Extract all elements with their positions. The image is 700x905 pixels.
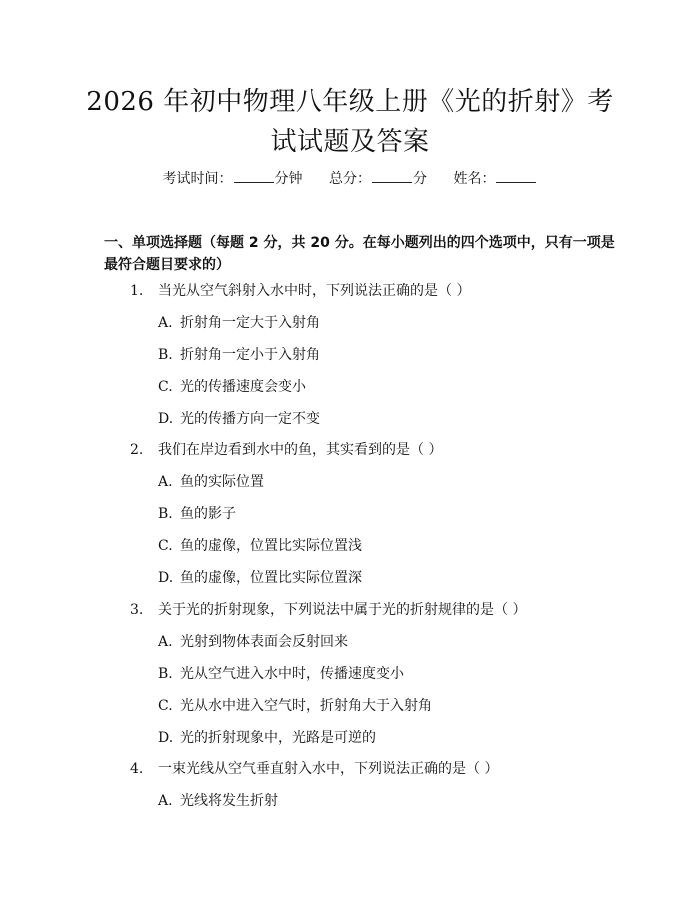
question-text: 我们在岸边看到水中的鱼，其实看到的是（ ） (158, 442, 443, 458)
option-text: 光线将发生折射 (180, 793, 278, 809)
option-1a (158, 314, 320, 332)
question-number: 4. (130, 761, 144, 777)
option-letter: A. (158, 634, 173, 650)
total-score-blank (372, 170, 412, 183)
option-text: 鱼的虚像，位置比实际位置深 (180, 570, 362, 586)
exam-title-line-2: 试试题及答案 (270, 127, 430, 157)
student-name-label: 姓名： (453, 171, 496, 187)
option-letter: B. (158, 506, 173, 522)
question-3 (130, 601, 526, 619)
exam-time-label: 考试时间： (162, 171, 233, 187)
option-1d (158, 410, 320, 428)
exam-title (60, 82, 640, 162)
question-1 (130, 282, 470, 300)
section-heading-line-1: 一、单项选择题（每题 2 分，共 20 分。在每小题列出的四个选项中，只有一项是 (104, 235, 615, 251)
option-letter: A. (158, 474, 173, 490)
option-3a (158, 633, 348, 651)
option-text: 鱼的实际位置 (180, 474, 264, 490)
option-letter: C. (158, 538, 173, 554)
total-score-field (329, 170, 427, 188)
exam-time-blank (234, 170, 274, 183)
option-2d (158, 569, 362, 587)
exam-title-line-1: 2026 年初中物理八年级上册《光的折射》考 (86, 87, 614, 117)
option-text: 光射到物体表面会反射回来 (180, 634, 348, 650)
option-letter: B. (158, 666, 173, 682)
exam-meta-row (0, 170, 700, 188)
section-heading-line-2: 最符合题目要求的） (104, 257, 230, 273)
student-name-blank (496, 170, 536, 183)
option-2a (158, 473, 264, 491)
exam-time-unit: 分钟 (274, 171, 303, 187)
option-text: 光的折射现象中，光路是可逆的 (180, 730, 376, 746)
option-2c (158, 537, 362, 555)
total-score-unit: 分 (413, 171, 427, 187)
option-text: 折射角一定大于入射角 (180, 315, 320, 331)
option-1b (158, 346, 320, 364)
option-letter: D. (158, 411, 174, 427)
option-letter: A. (158, 315, 173, 331)
option-text: 折射角一定小于入射角 (180, 347, 320, 363)
total-score-label: 总分： (329, 171, 371, 187)
option-text: 光从空气进入水中时，传播速度变小 (180, 666, 404, 682)
question-text: 当光从空气斜射入水中时，下列说法正确的是（ ） (158, 283, 471, 299)
question-text: 一束光线从空气垂直射入水中，下列说法正确的是（ ） (158, 761, 499, 777)
option-2b (158, 505, 236, 523)
option-text: 光的传播方向一定不变 (180, 411, 320, 427)
option-letter: D. (158, 570, 174, 586)
question-number: 1. (130, 283, 144, 299)
option-4a (158, 792, 278, 810)
option-text: 光从水中进入空气时，折射角大于入射角 (180, 698, 432, 714)
question-number: 3. (130, 602, 144, 618)
student-name-field (453, 170, 537, 188)
option-letter: C. (158, 379, 173, 395)
exam-time-field (163, 170, 303, 188)
option-text: 光的传播速度会变小 (180, 379, 306, 395)
option-1c (158, 378, 306, 396)
option-3b (158, 665, 404, 683)
option-letter: A. (158, 793, 173, 809)
option-3c (158, 697, 432, 715)
question-text: 关于光的折射现象，下列说法中属于光的折射规律的是（ ） (158, 602, 527, 618)
option-3d (158, 729, 376, 747)
question-2 (130, 441, 442, 459)
question-number: 2. (130, 442, 144, 458)
option-text: 鱼的影子 (180, 506, 236, 522)
option-text: 鱼的虚像，位置比实际位置浅 (180, 538, 362, 554)
section-heading (104, 232, 615, 276)
option-letter: B. (158, 347, 173, 363)
question-4 (130, 760, 498, 778)
option-letter: C. (158, 698, 173, 714)
option-letter: D. (158, 730, 174, 746)
